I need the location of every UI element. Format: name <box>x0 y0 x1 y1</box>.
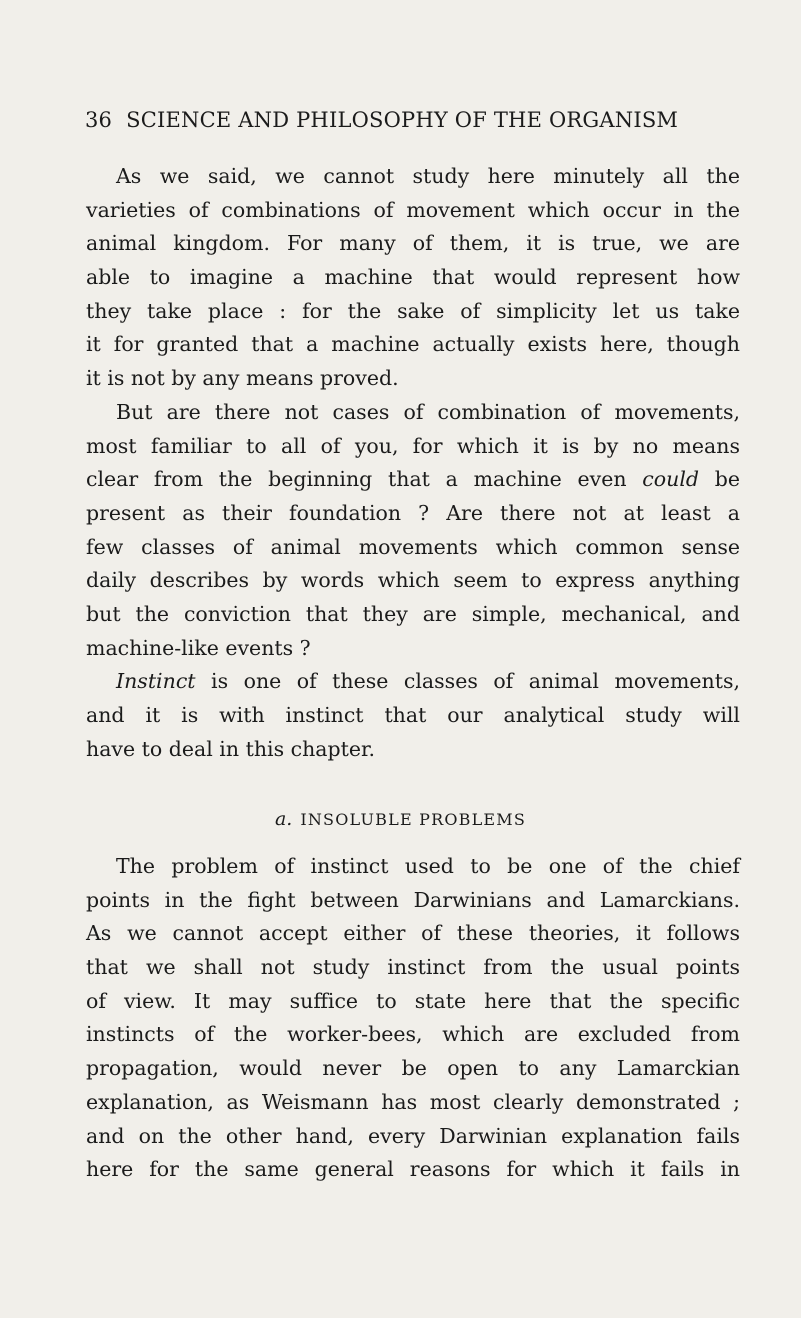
text-line: As we cannot accept either of these theories, it follows <box>86 921 740 946</box>
text-line: present as their foundation ? Are there not at least a <box>86 500 740 525</box>
text-line <box>86 463 740 497</box>
section-title: INSOLUBLE PROBLEMS <box>300 810 527 829</box>
text-line: and on the other hand, every Darwinian explanation fails <box>86 1123 740 1148</box>
running-title: SCIENCE AND PHILOSOPHY OF THE ORGANISM <box>126 108 679 132</box>
text-line: few classes of animal movements which common sense <box>86 534 740 559</box>
body-text-lower <box>86 850 740 1187</box>
text-run: is one of these classes of animal movements, <box>195 669 740 694</box>
text-run: be <box>699 467 740 492</box>
text-line: daily describes by words which seem to express anything <box>86 568 740 593</box>
text-run: clear from the beginning that a machine even <box>86 467 643 492</box>
text-line: animal kingdom. For many of them, it is true, we are <box>86 231 740 256</box>
running-head <box>85 108 725 132</box>
italic-word: Instinct <box>116 669 196 694</box>
text-line: explanation, as Weismann has most clearly demonstrated ; <box>86 1089 740 1114</box>
body-text-upper <box>86 160 740 766</box>
text-line: The problem of instinct used to be one of the chief <box>116 854 740 878</box>
text-line: it for granted that a machine actually exists here, though <box>86 332 740 357</box>
text-line: it is not by any means proved. <box>86 366 399 391</box>
text-line: most familiar to all of you, for which it is by no means <box>86 433 740 458</box>
text-line: that we shall not study instinct from the usual points <box>86 955 740 980</box>
section-heading <box>0 808 801 830</box>
section-letter: a. <box>274 808 293 830</box>
text-line: of view. It may suffice to state here that the specific <box>86 988 740 1013</box>
text-line: here for the same general reasons for which it fails in <box>86 1157 740 1182</box>
text-line: points in the fight between Darwinians and Lamarckians. <box>86 887 740 912</box>
text-line: have to deal in this chapter. <box>86 736 376 761</box>
text-line: able to imagine a machine that would represent how <box>86 265 740 290</box>
text-line: but the conviction that they are simple, mechanical, and <box>86 601 740 626</box>
text-line: varieties of combinations of movement which occur in the <box>86 197 740 222</box>
text-line: propagation, would never be open to any Lamarckian <box>86 1056 740 1081</box>
text-line <box>86 665 740 699</box>
text-line: As we said, we cannot study here minutely all the <box>116 164 740 188</box>
text-line: they take place : for the sake of simplicity let us take <box>86 298 740 323</box>
italic-word: could <box>642 467 700 492</box>
text-line: instincts of the worker-bees, which are excluded from <box>86 1022 740 1047</box>
page-number: 36 <box>85 108 113 132</box>
text-line: But are there not cases of combination of movements, <box>116 399 740 424</box>
text-line: machine-like events ? <box>86 635 311 660</box>
text-line: and it is with instinct that our analytical study will <box>86 703 740 727</box>
